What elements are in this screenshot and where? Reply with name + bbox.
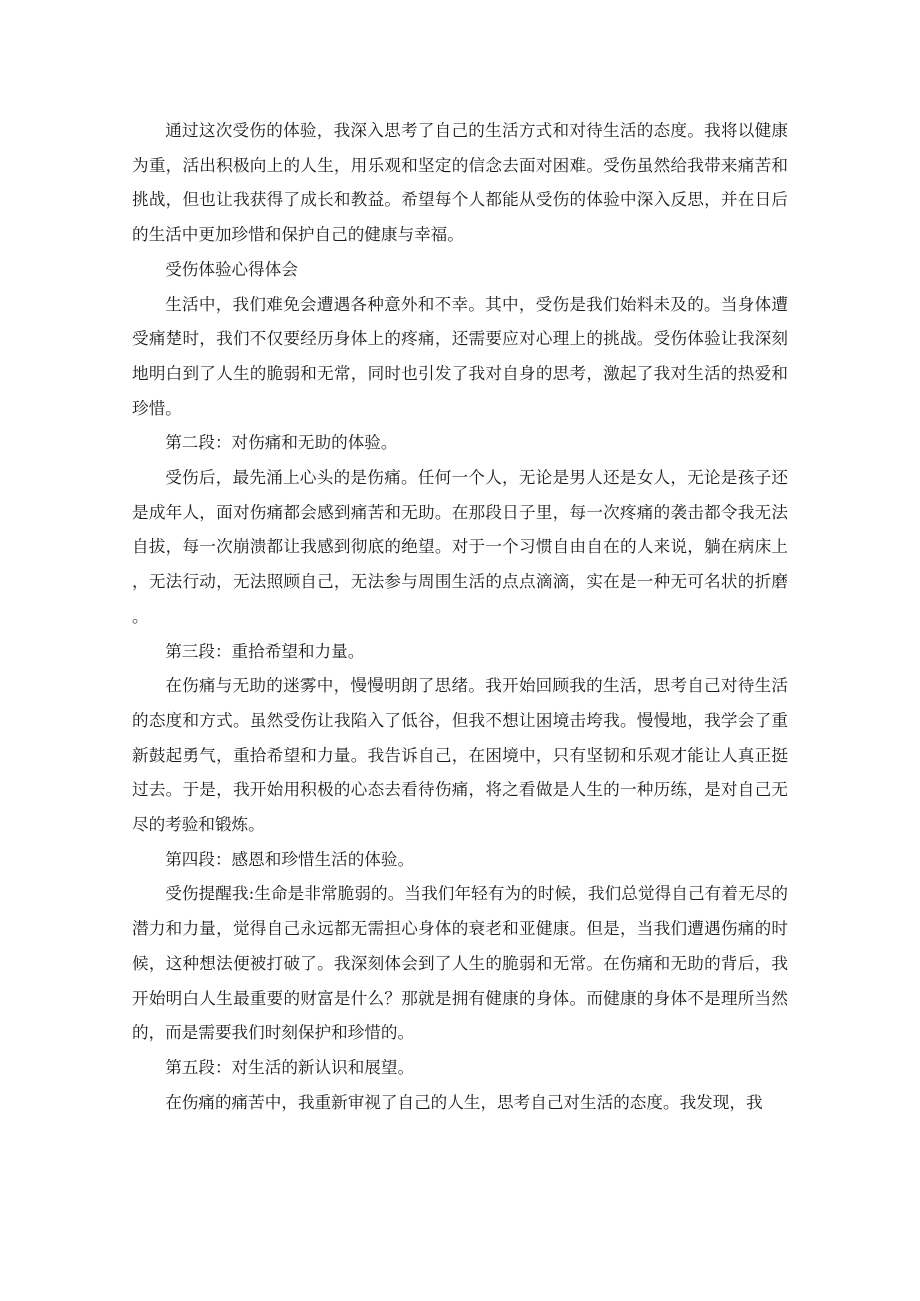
article-title: 受伤体验心得体会 — [165, 259, 298, 279]
section-heading-3: 第三段：重拾希望和力量。 — [165, 641, 365, 661]
document-page — [132, 114, 788, 1120]
paragraph-closing-reflection: 通过这次受伤的体验，我深入思考了自己的生活方式和对待生活的态度。我将以健康为重，活出积极向上的人生，用乐观和坚定的信念去面对困难。受伤虽然给我带来痛苦和挑战，但也让我获得了成长和教益。希望每个人都能从受伤的体验中深入反思，并在日后的生活中更加珍惜和保护自己的健康与幸福。 — [132, 121, 788, 245]
paragraph-intro: 生活中，我们难免会遭遇各种意外和不幸。其中，受伤是我们始料未及的。当身体遭受痛楚时，我们不仅要经历身体上的疼痛，还需要应对心理上的挑战。受伤体验让我深刻地明白到了人生的脆弱和无常，同时也引发了我对自身的思考，激起了我对生活的热爱和珍惜。 — [132, 294, 788, 418]
section-heading-5: 第五段：对生活的新认识和展望。 — [165, 1057, 415, 1077]
paragraph-pain-helplessness: 受伤后，最先涌上心头的是伤痛。任何一个人，无论是男人还是女人，无论是孩子还是成年人，面对伤痛都会感到痛苦和无助。在那段日子里，每一次疼痛的袭击都令我无法自拔，每一次崩溃都让我感到彻底的绝望。对于一个习惯自由自在的人来说，躺在病床上，无法行动，无法照顾自己，无法参与周围生活的点点滴滴，实在是一种无可名状的折磨。 — [132, 468, 788, 626]
paragraph-gratitude: 受伤提醒我:生命是非常脆弱的。当我们年轻有为的时候，我们总觉得自己有着无尽的潜力和力量，觉得自己永远都无需担心身体的衰老和亚健康。但是，当我们遭遇伤痛的时候，这种想法便被打破了。我深刻体会到了人生的脆弱和无常。在伤痛和无助的背后，我开始明白人生最重要的财富是什么？那就是拥有健康的身体。而健康的身体不是理所当然的，而是需要我们时刻保护和珍惜的。 — [132, 884, 788, 1043]
paragraph-hope-strength: 在伤痛与无助的迷雾中，慢慢明朗了思绪。我开始回顾我的生活，思考自己对待生活的态度和方式。虽然受伤让我陷入了低谷，但我不想让困境击垮我。慢慢地，我学会了重新鼓起勇气，重拾希望和力量。我告诉自己，在困境中，只有坚韧和乐观才能让人真正挺过去。于是，我开始用积极的心态去看待伤痛，将之看做是人生的一种历练，是对自己无尽的考验和锻炼。 — [132, 676, 788, 835]
paragraph-new-outlook: 在伤痛的痛苦中，我重新审视了自己的人生，思考自己对生活的态度。我发现，我 — [165, 1092, 763, 1112]
section-heading-2: 第二段：对伤痛和无助的体验。 — [165, 433, 398, 453]
section-heading-4: 第四段：感恩和珍惜生活的体验。 — [165, 849, 415, 869]
